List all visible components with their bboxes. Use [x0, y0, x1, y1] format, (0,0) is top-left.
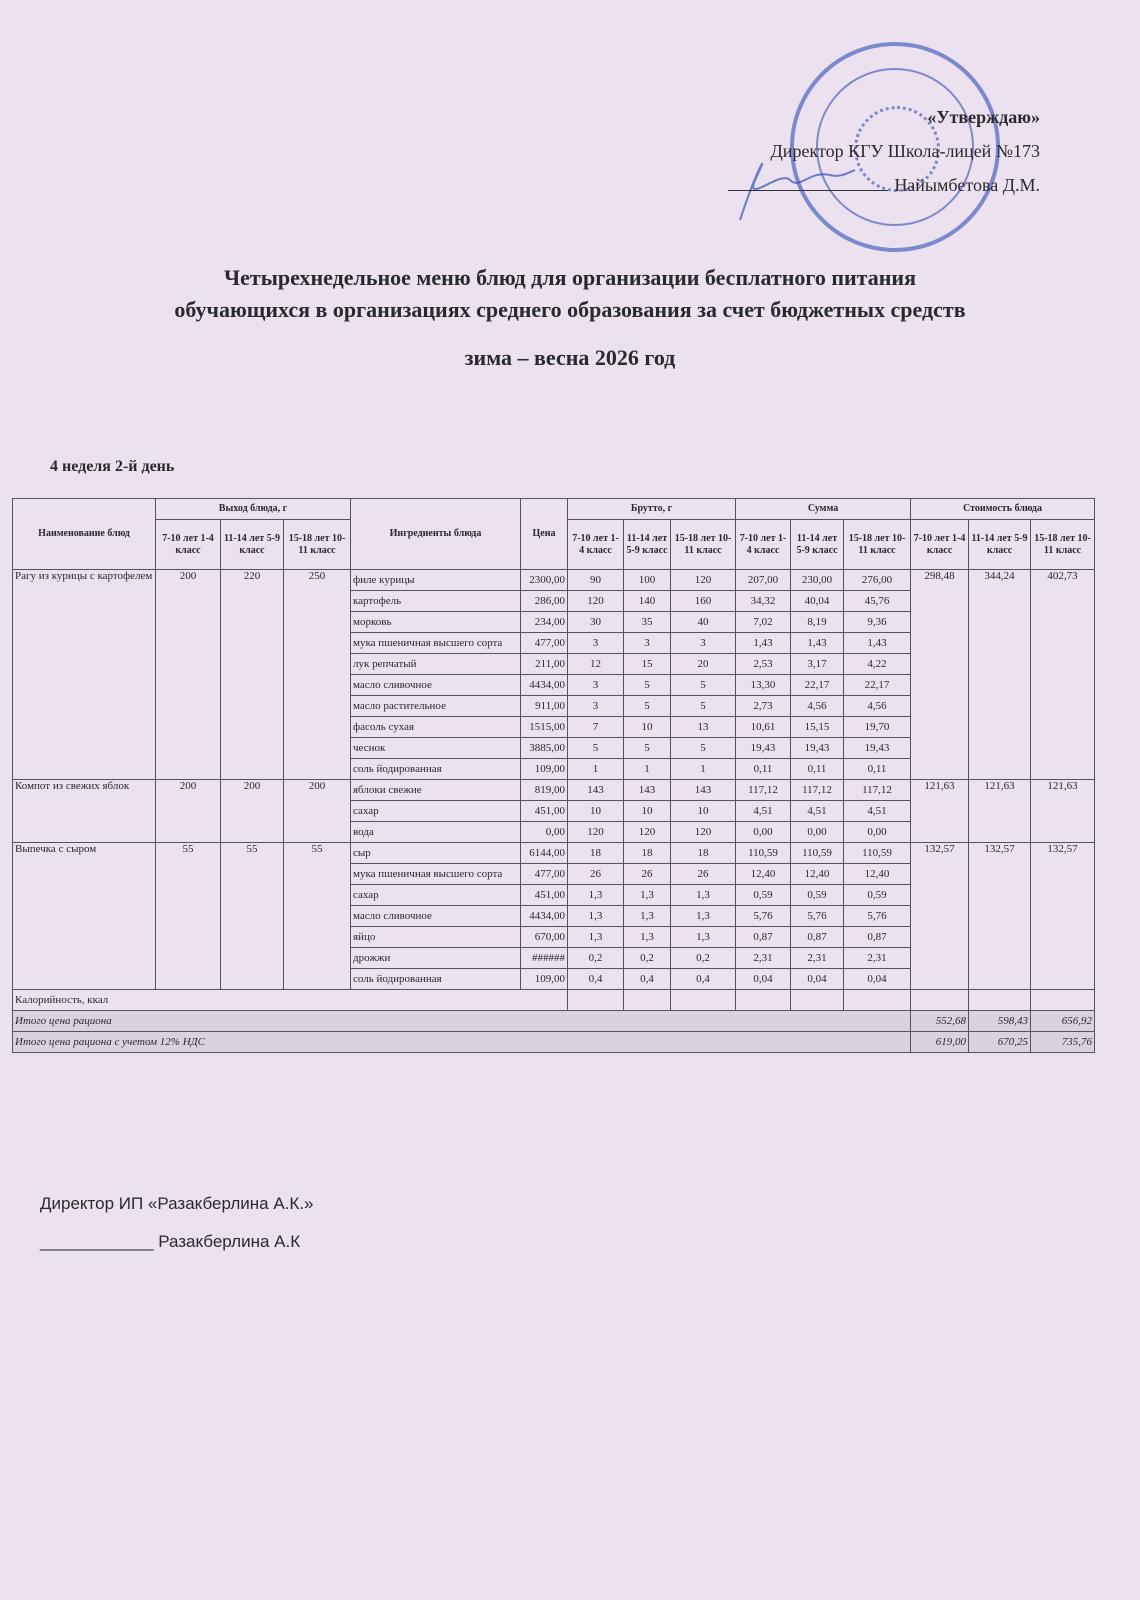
brutto-value: 5 [671, 738, 736, 759]
brutto-value: 3 [624, 633, 671, 654]
ingredient-price: 911,00 [521, 696, 568, 717]
sum-value: 117,12 [736, 780, 791, 801]
dish-cost: 121,63 [1031, 780, 1095, 843]
brutto-value: 120 [568, 591, 624, 612]
header-sum: Сумма [736, 499, 911, 520]
sum-value: 3,17 [791, 654, 844, 675]
total-value: 598,43 [969, 1011, 1031, 1032]
sum-value: 2,73 [736, 696, 791, 717]
sum-value: 7,02 [736, 612, 791, 633]
brutto-value: 26 [568, 864, 624, 885]
header-age: 15-18 лет 10-11 класс [1031, 520, 1095, 570]
sum-value: 12,40 [844, 864, 911, 885]
sum-value: 34,32 [736, 591, 791, 612]
brutto-value: 13 [671, 717, 736, 738]
ingredient-price: ###### [521, 948, 568, 969]
sum-value: 19,43 [736, 738, 791, 759]
brutto-value: 10 [568, 801, 624, 822]
sum-value: 2,31 [844, 948, 911, 969]
sum-value: 5,76 [736, 906, 791, 927]
sum-value: 4,22 [844, 654, 911, 675]
sum-value: 1,43 [791, 633, 844, 654]
brutto-value: 5 [568, 738, 624, 759]
sum-value: 9,36 [844, 612, 911, 633]
brutto-value: 100 [624, 570, 671, 591]
calories-row [13, 990, 1095, 1011]
brutto-value: 5 [624, 675, 671, 696]
dish-yield: 55 [221, 843, 284, 990]
brutto-value: 120 [568, 822, 624, 843]
total-label: Итого цена рациона [13, 1011, 911, 1032]
brutto-value: 1,3 [568, 927, 624, 948]
sum-value: 2,31 [791, 948, 844, 969]
ingredient-name: сахар [351, 801, 521, 822]
table-row [13, 843, 1095, 864]
sum-value: 4,51 [844, 801, 911, 822]
sum-value: 19,43 [844, 738, 911, 759]
header-age: 11-14 лет 5-9 класс [969, 520, 1031, 570]
ingredient-name: масло сливочное [351, 906, 521, 927]
brutto-value: 18 [671, 843, 736, 864]
brutto-value: 5 [624, 696, 671, 717]
brutto-value: 30 [568, 612, 624, 633]
footer: Директор ИП «Разакберлина А.К.» ____________ Разакберлина А.К [40, 1185, 314, 1261]
sum-value: 19,70 [844, 717, 911, 738]
header-dish: Наименование блюд [13, 499, 156, 570]
empty-cell [791, 990, 844, 1011]
sum-value: 117,12 [844, 780, 911, 801]
dish-name: Рагу из курицы с картофелем [13, 570, 156, 780]
ingredient-name: дрожжи [351, 948, 521, 969]
ingredient-name: сахар [351, 885, 521, 906]
brutto-value: 1 [568, 759, 624, 780]
ingredient-name: соль йодированная [351, 759, 521, 780]
ingredient-name: фасоль сухая [351, 717, 521, 738]
sum-value: 5,76 [791, 906, 844, 927]
header-age: 11-14 лет 5-9 класс [791, 520, 844, 570]
ingredient-name: сыр [351, 843, 521, 864]
ingredient-price: 109,00 [521, 759, 568, 780]
title-line-1: Четырехнедельное меню блюд для организации бесплатного питания [223, 265, 916, 290]
sum-value: 10,61 [736, 717, 791, 738]
sum-value: 45,76 [844, 591, 911, 612]
ingredient-price: 819,00 [521, 780, 568, 801]
header-cost: Стоимость блюда [911, 499, 1095, 520]
header-age: 15-18 лет 10-11 класс [671, 520, 736, 570]
header-age: 15-18 лет 10-11 класс [844, 520, 911, 570]
sum-value: 276,00 [844, 570, 911, 591]
approval-position: Директор КГУ Школа-лицей №173 [770, 141, 1040, 161]
brutto-value: 10 [624, 801, 671, 822]
ingredient-name: картофель [351, 591, 521, 612]
dish-cost: 344,24 [969, 570, 1031, 780]
sum-value: 4,51 [736, 801, 791, 822]
brutto-value: 3 [568, 675, 624, 696]
supplier-position: Директор ИП «Разакберлина А.К.» [40, 1194, 314, 1213]
menu-table [12, 498, 1095, 1053]
ingredient-price: 4434,00 [521, 675, 568, 696]
ingredient-price: 6144,00 [521, 843, 568, 864]
brutto-value: 120 [624, 822, 671, 843]
header-age: 7-10 лет 1-4 класс [911, 520, 969, 570]
brutto-value: 0,4 [671, 969, 736, 990]
title-line-2: обучающихся в организациях среднего образования за счет бюджетных средств [174, 297, 966, 322]
brutto-value: 15 [624, 654, 671, 675]
sum-value: 0,87 [736, 927, 791, 948]
ingredient-name: чеснок [351, 738, 521, 759]
brutto-value: 26 [671, 864, 736, 885]
brutto-value: 1 [624, 759, 671, 780]
total-row [13, 1011, 1095, 1032]
ingredient-price: 2300,00 [521, 570, 568, 591]
sum-value: 8,19 [791, 612, 844, 633]
brutto-value: 1 [671, 759, 736, 780]
header-brutto: Брутто, г [568, 499, 736, 520]
empty-cell [736, 990, 791, 1011]
brutto-value: 3 [568, 633, 624, 654]
empty-cell [911, 990, 969, 1011]
calories-label: Калорийность, ккал [13, 990, 568, 1011]
sum-value: 0,04 [844, 969, 911, 990]
brutto-value: 10 [624, 717, 671, 738]
table-row [13, 570, 1095, 591]
ingredient-name: мука пшеничная высшего сорта [351, 633, 521, 654]
dish-yield: 55 [284, 843, 351, 990]
dish-yield: 200 [156, 780, 221, 843]
header-ingredients: Ингредиенты блюда [351, 499, 521, 570]
brutto-value: 1,3 [671, 885, 736, 906]
ingredient-name: соль йодированная [351, 969, 521, 990]
sum-value: 15,15 [791, 717, 844, 738]
ingredient-name: филе курицы [351, 570, 521, 591]
sum-value: 0,59 [844, 885, 911, 906]
ingredient-price: 3885,00 [521, 738, 568, 759]
dish-yield: 250 [284, 570, 351, 780]
total_vat-value: 619,00 [911, 1032, 969, 1053]
brutto-value: 18 [624, 843, 671, 864]
header-age: 11-14 лет 5-9 класс [624, 520, 671, 570]
brutto-value: 26 [624, 864, 671, 885]
dish-yield: 200 [221, 780, 284, 843]
sum-value: 12,40 [736, 864, 791, 885]
sum-value: 12,40 [791, 864, 844, 885]
brutto-value: 5 [624, 738, 671, 759]
sum-value: 22,17 [791, 675, 844, 696]
empty-cell [844, 990, 911, 1011]
ingredient-name: масло растительное [351, 696, 521, 717]
day-label: 4 неделя 2-й день [50, 458, 175, 475]
ingredient-name: масло сливочное [351, 675, 521, 696]
total_vat-value: 735,76 [1031, 1032, 1095, 1053]
ingredient-name: яблоки свежие [351, 780, 521, 801]
sum-value: 0,04 [791, 969, 844, 990]
empty-cell [624, 990, 671, 1011]
brutto-value: 1,3 [624, 927, 671, 948]
sum-value: 230,00 [791, 570, 844, 591]
season-label: зима – весна 2026 год [464, 345, 676, 370]
ingredient-price: 211,00 [521, 654, 568, 675]
brutto-value: 1,3 [671, 927, 736, 948]
brutto-value: 0,2 [624, 948, 671, 969]
dish-cost: 132,57 [1031, 843, 1095, 990]
ingredient-price: 477,00 [521, 864, 568, 885]
brutto-value: 0,4 [624, 969, 671, 990]
sum-value: 0,87 [791, 927, 844, 948]
dish-cost: 132,57 [969, 843, 1031, 990]
dish-cost: 121,63 [969, 780, 1031, 843]
approval-heading: «Утверждаю» [927, 107, 1040, 127]
sum-value: 22,17 [844, 675, 911, 696]
ingredient-price: 109,00 [521, 969, 568, 990]
sum-value: 110,59 [844, 843, 911, 864]
ingredient-price: 0,00 [521, 822, 568, 843]
dish-name: Компот из свежих яблок [13, 780, 156, 843]
brutto-value: 120 [671, 570, 736, 591]
header-price: Цена [521, 499, 568, 570]
sum-value: 5,76 [844, 906, 911, 927]
sum-value: 19,43 [791, 738, 844, 759]
dish-yield: 200 [284, 780, 351, 843]
header-age: 7-10 лет 1-4 класс [736, 520, 791, 570]
dish-yield: 55 [156, 843, 221, 990]
ingredient-price: 286,00 [521, 591, 568, 612]
brutto-value: 120 [671, 822, 736, 843]
dish-cost: 121,63 [911, 780, 969, 843]
total_vat-value: 670,25 [969, 1032, 1031, 1053]
sum-value: 1,43 [844, 633, 911, 654]
sum-value: 2,53 [736, 654, 791, 675]
brutto-value: 160 [671, 591, 736, 612]
brutto-value: 5 [671, 675, 736, 696]
ingredient-name: морковь [351, 612, 521, 633]
total_vat-label: Итого цена рациона с учетом 12% НДС [13, 1032, 911, 1053]
approval-block [728, 100, 1040, 202]
brutto-value: 5 [671, 696, 736, 717]
sum-value: 0,11 [791, 759, 844, 780]
sum-value: 2,31 [736, 948, 791, 969]
brutto-value: 35 [624, 612, 671, 633]
dish-yield: 200 [156, 570, 221, 780]
sum-value: 207,00 [736, 570, 791, 591]
brutto-value: 20 [671, 654, 736, 675]
brutto-value: 1,3 [568, 906, 624, 927]
header-age: 15-18 лет 10-11 класс [284, 520, 351, 570]
sum-value: 110,59 [791, 843, 844, 864]
ingredient-price: 1515,00 [521, 717, 568, 738]
approval-name: Найымбетова Д.М. [894, 175, 1040, 195]
ingredient-name: яйцо [351, 927, 521, 948]
dish-cost: 402,73 [1031, 570, 1095, 780]
brutto-value: 1,3 [624, 906, 671, 927]
ingredient-name: лук репчатый [351, 654, 521, 675]
sum-value: 40,04 [791, 591, 844, 612]
brutto-value: 18 [568, 843, 624, 864]
sum-value: 4,51 [791, 801, 844, 822]
brutto-value: 90 [568, 570, 624, 591]
brutto-value: 143 [624, 780, 671, 801]
brutto-value: 0,4 [568, 969, 624, 990]
ingredient-price: 234,00 [521, 612, 568, 633]
sum-value: 13,30 [736, 675, 791, 696]
empty-cell [1031, 990, 1095, 1011]
ingredient-price: 451,00 [521, 801, 568, 822]
header-age: 7-10 лет 1-4 класс [568, 520, 624, 570]
sum-value: 1,43 [736, 633, 791, 654]
sum-value: 0,00 [736, 822, 791, 843]
brutto-value: 0,2 [671, 948, 736, 969]
empty-cell [969, 990, 1031, 1011]
supplier-name: Разакберлина А.К [158, 1232, 301, 1251]
sum-value: 0,04 [736, 969, 791, 990]
ingredient-price: 451,00 [521, 885, 568, 906]
sum-value: 0,11 [844, 759, 911, 780]
empty-cell [671, 990, 736, 1011]
sum-value: 0,00 [844, 822, 911, 843]
brutto-value: 0,2 [568, 948, 624, 969]
table-row [13, 780, 1095, 801]
dish-name: Выпечка с сыром [13, 843, 156, 990]
brutto-value: 40 [671, 612, 736, 633]
brutto-value: 3 [671, 633, 736, 654]
empty-cell [568, 990, 624, 1011]
sum-value: 0,00 [791, 822, 844, 843]
sum-value: 4,56 [844, 696, 911, 717]
sum-value: 0,11 [736, 759, 791, 780]
brutto-value: 143 [671, 780, 736, 801]
dish-cost: 132,57 [911, 843, 969, 990]
ingredient-price: 4434,00 [521, 906, 568, 927]
total-value: 552,68 [911, 1011, 969, 1032]
ingredient-name: вода [351, 822, 521, 843]
brutto-value: 12 [568, 654, 624, 675]
brutto-value: 3 [568, 696, 624, 717]
total_vat-row [13, 1032, 1095, 1053]
sum-value: 0,87 [844, 927, 911, 948]
sum-value: 4,56 [791, 696, 844, 717]
ingredient-price: 670,00 [521, 927, 568, 948]
dish-cost: 298,48 [911, 570, 969, 780]
sum-value: 117,12 [791, 780, 844, 801]
sum-value: 0,59 [736, 885, 791, 906]
ingredient-price: 477,00 [521, 633, 568, 654]
brutto-value: 143 [568, 780, 624, 801]
brutto-value: 1,3 [568, 885, 624, 906]
document-title [0, 262, 1140, 326]
header-age: 11-14 лет 5-9 класс [221, 520, 284, 570]
brutto-value: 1,3 [671, 906, 736, 927]
header-yield: Выход блюда, г [156, 499, 351, 520]
sum-value: 0,59 [791, 885, 844, 906]
header-age: 7-10 лет 1-4 класс [156, 520, 221, 570]
brutto-value: 7 [568, 717, 624, 738]
ingredient-name: мука пшеничная высшего сорта [351, 864, 521, 885]
dish-yield: 220 [221, 570, 284, 780]
sum-value: 110,59 [736, 843, 791, 864]
brutto-value: 1,3 [624, 885, 671, 906]
total-value: 656,92 [1031, 1011, 1095, 1032]
brutto-value: 140 [624, 591, 671, 612]
brutto-value: 10 [671, 801, 736, 822]
